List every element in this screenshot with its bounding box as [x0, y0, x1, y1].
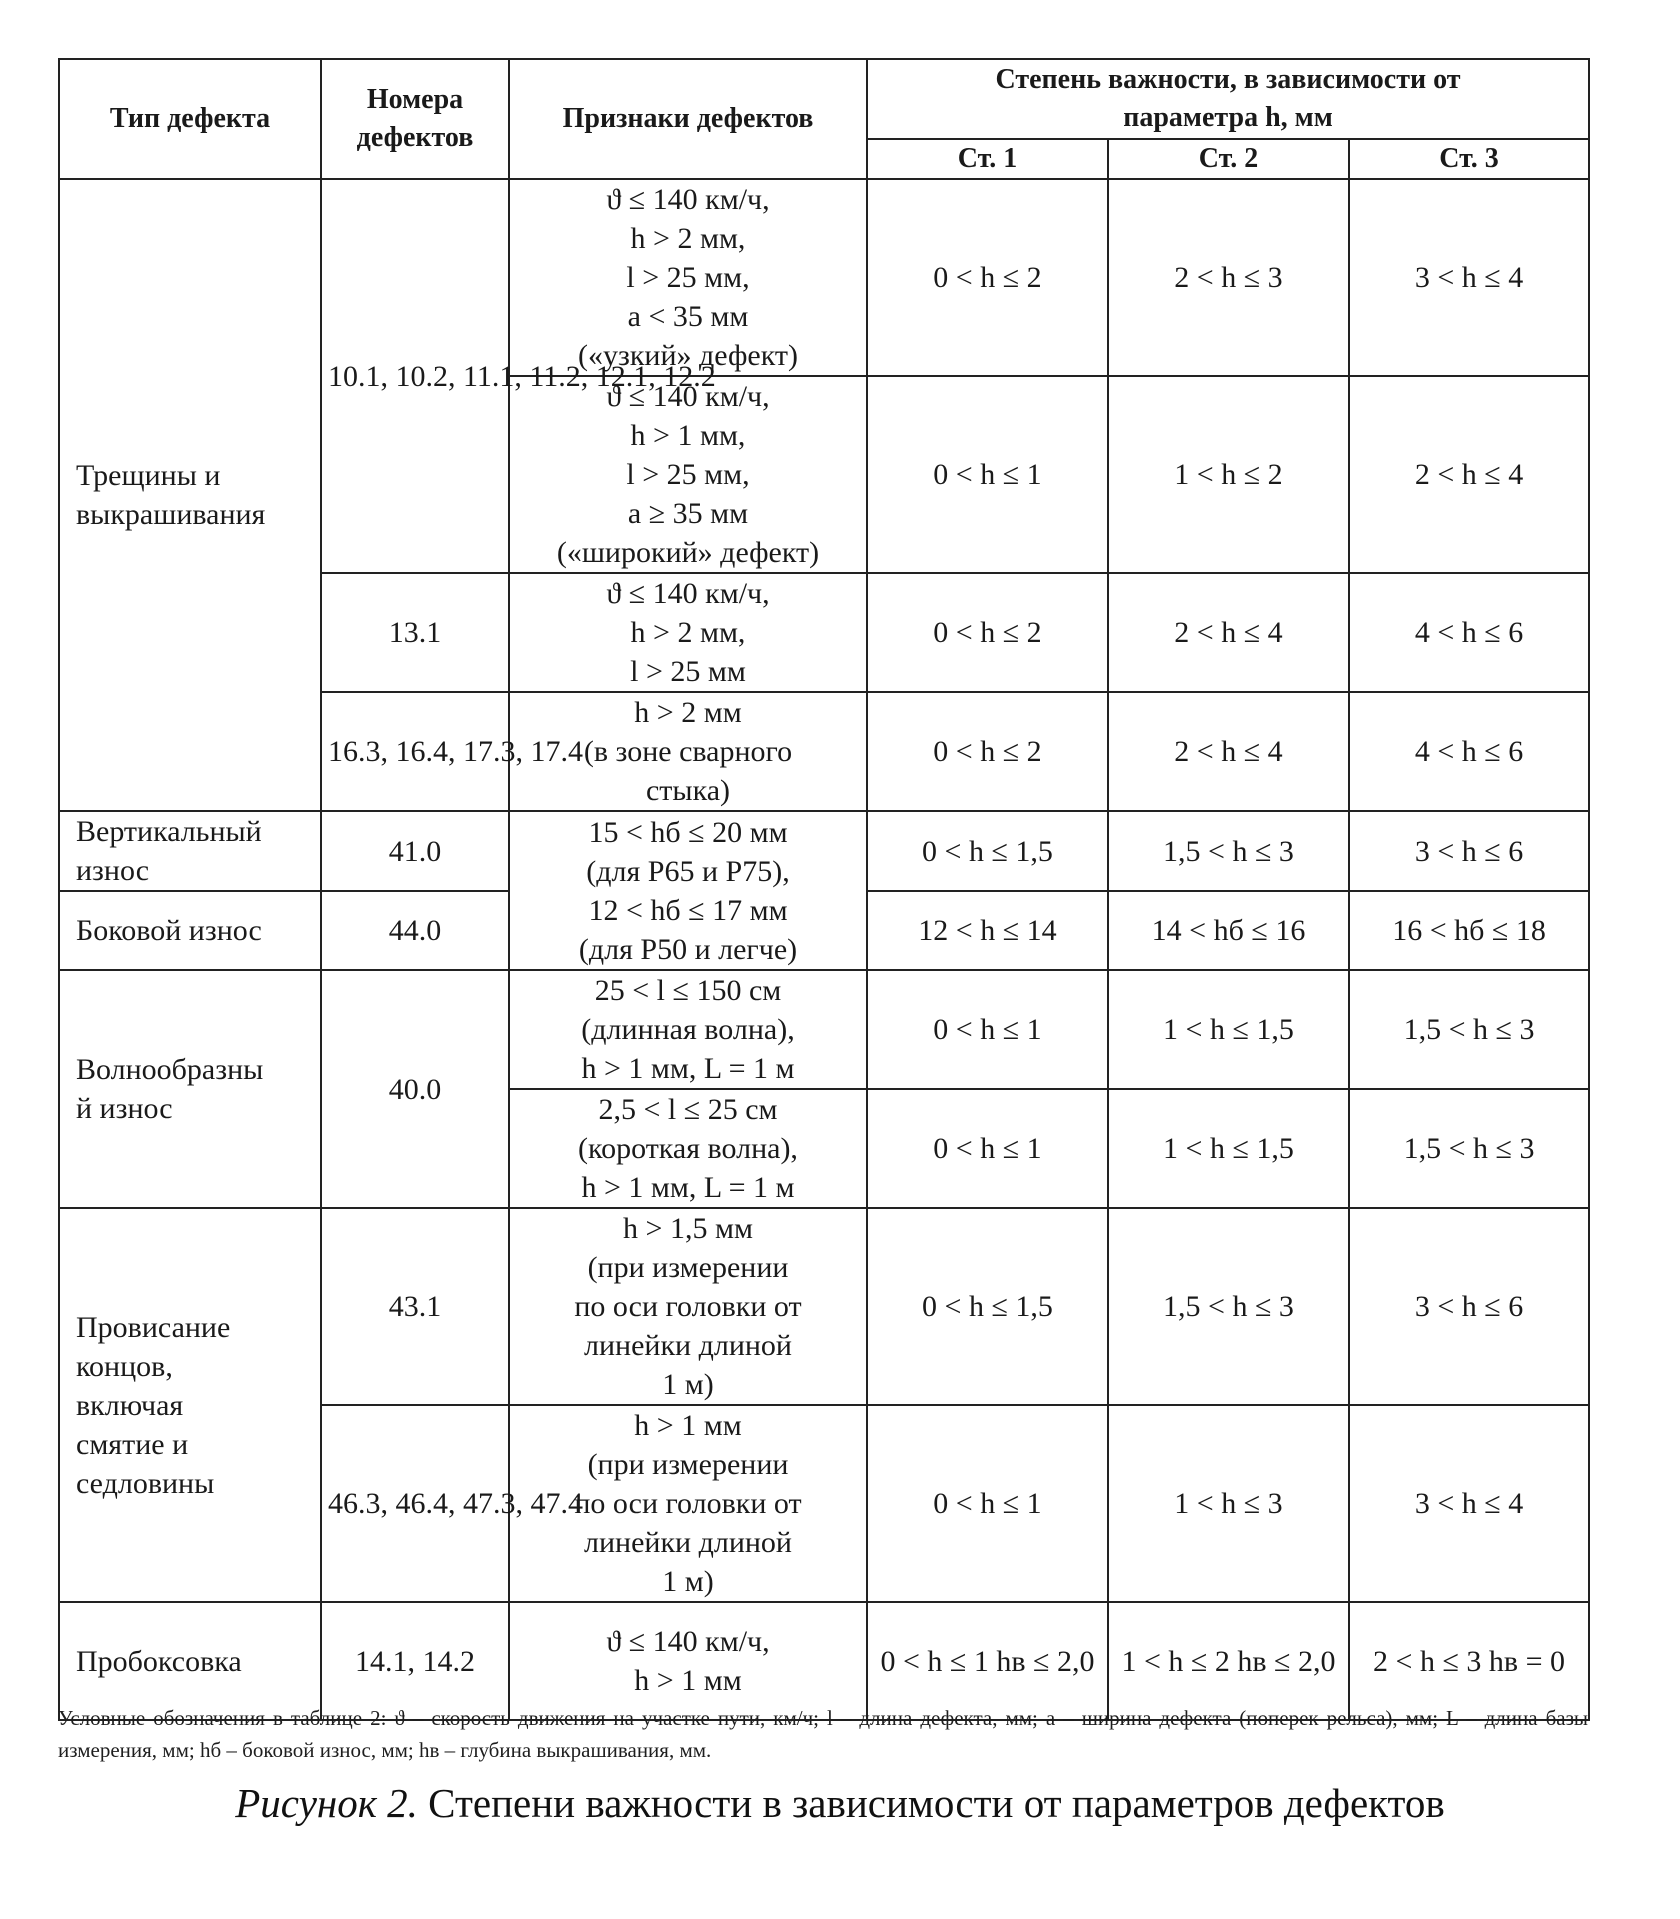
severity-2-cell: 1,5 < h ≤ 3 — [1108, 1208, 1349, 1405]
severity-3-cell: 3 < h ≤ 4 — [1349, 179, 1589, 376]
severity-3-cell: 16 < hб ≤ 18 — [1349, 891, 1589, 970]
table-row — [59, 1208, 1589, 1405]
figure-caption — [0, 1778, 1680, 1828]
defect-signs-cell: h > 2 мм (в зоне сварного стыка) — [509, 692, 867, 811]
severity-3-cell: 1,5 < h ≤ 3 — [1349, 970, 1589, 1089]
defect-signs-cell: h > 1,5 мм (при измерении по оси головки от линейки длиной 1 м) — [509, 1208, 867, 1405]
defect-type-cell — [59, 1208, 321, 1602]
header-severity-2: Ст. 2 — [1108, 139, 1349, 179]
defect-numbers-cell: 44.0 — [321, 891, 509, 970]
header-severity-1: Ст. 1 — [867, 139, 1108, 179]
header-defect-signs: Признаки дефектов — [509, 59, 867, 179]
severity-2-cell: 1 < h ≤ 2 — [1108, 376, 1349, 573]
severity-2-cell: 1 < h ≤ 1,5 — [1108, 970, 1349, 1089]
header-defect-type: Тип дефекта — [59, 59, 321, 179]
header-severity-3: Ст. 3 — [1349, 139, 1589, 179]
defect-signs-cell: 25 < l ≤ 150 см (длинная волна), h > 1 мм, L = 1 м — [509, 970, 867, 1089]
severity-2-cell: 2 < h ≤ 4 — [1108, 692, 1349, 811]
table-row — [59, 811, 1589, 891]
severity-1-cell: 0 < h ≤ 1,5 — [867, 1208, 1108, 1405]
severity-1-cell: 0 < h ≤ 1 — [867, 1089, 1108, 1208]
table-row — [59, 970, 1589, 1089]
severity-3-cell: 3 < h ≤ 6 — [1349, 811, 1589, 891]
severity-2-cell: 1 < h ≤ 3 — [1108, 1405, 1349, 1602]
defect-numbers-cell: 43.1 — [321, 1208, 509, 1405]
defect-signs-cell: 2,5 < l ≤ 25 см (короткая волна), h > 1 мм, L = 1 м — [509, 1089, 867, 1208]
table-legend: Условные обозначения в таблице 2: ϑ – скорость движения на участке пути, км/ч; l – длина дефекта, мм; a – ширина дефекта (поперек рельса), мм; L – длина базы измерения, мм; hб – боковой износ, мм; hв – глубина выкрашивания, мм. — [58, 1706, 1588, 1762]
severity-3-cell: 3 < h ≤ 4 — [1349, 1405, 1589, 1602]
figure-caption-label: Рисунок 2. — [235, 1780, 418, 1826]
severity-1-cell: 0 < h ≤ 2 — [867, 692, 1108, 811]
severity-1-cell: 0 < h ≤ 1 — [867, 376, 1108, 573]
severity-1-cell: 0 < h ≤ 1,5 — [867, 811, 1108, 891]
table-row — [59, 179, 1589, 376]
severity-3-cell: 2 < h ≤ 4 — [1349, 376, 1589, 573]
severity-3-cell: 4 < h ≤ 6 — [1349, 692, 1589, 811]
severity-1-cell: 0 < h ≤ 2 — [867, 573, 1108, 692]
defect-type-cell: Трещины и выкрашивания — [59, 179, 321, 811]
figure-caption-text: Степени важности в зависимости от параметров дефектов — [428, 1780, 1445, 1826]
severity-2-cell: 1 < h ≤ 1,5 — [1108, 1089, 1349, 1208]
defect-numbers-cell: 10.1, 10.2, 11.1, 11.2, 12.1, 12.2 — [321, 179, 509, 573]
defect-numbers-cell: 14.1, 14.2 — [321, 1602, 509, 1720]
severity-2-cell: 2 < h ≤ 4 — [1108, 573, 1349, 692]
header-severity-group: Степень важности, в зависимости от параметра h, мм — [867, 59, 1589, 139]
defect-type-cell: Волнообразны й износ — [59, 970, 321, 1208]
defect-numbers-cell: 40.0 — [321, 970, 509, 1208]
header-defect-numbers: Номера дефектов — [321, 59, 509, 179]
defect-numbers-cell: 46.3, 46.4, 47.3, 47.4 — [321, 1405, 509, 1602]
defect-signs-cell: ϑ ≤ 140 км/ч, h > 2 мм, l > 25 мм, a < 35 мм («узкий» дефект) — [509, 179, 867, 376]
severity-1-cell: 12 < h ≤ 14 — [867, 891, 1108, 970]
defect-numbers-cell: 41.0 — [321, 811, 509, 891]
defects-severity-table — [58, 58, 1590, 1721]
severity-1-cell: 0 < h ≤ 1 — [867, 1405, 1108, 1602]
severity-3-cell: 1,5 < h ≤ 3 — [1349, 1089, 1589, 1208]
defect-type-cell: Боковой износ — [59, 891, 321, 970]
defect-signs-cell: 15 < hб ≤ 20 мм (для Р65 и Р75), 12 < hб ≤ 17 мм (для Р50 и легче) — [509, 811, 867, 970]
defect-type-cell: Пробоксовка — [59, 1602, 321, 1720]
severity-1-cell: 0 < h ≤ 2 — [867, 179, 1108, 376]
defect-signs-cell: ϑ ≤ 140 км/ч, h > 1 мм — [509, 1602, 867, 1720]
severity-3-cell: 3 < h ≤ 6 — [1349, 1208, 1589, 1405]
defect-type-cell: Вертикальный износ — [59, 811, 321, 891]
defect-signs-cell: ϑ ≤ 140 км/ч, h > 1 мм, l > 25 мм, a ≥ 35 мм («широкий» дефект) — [509, 376, 867, 573]
severity-2-cell: 1 < h ≤ 2 hв ≤ 2,0 — [1108, 1602, 1349, 1720]
severity-3-cell: 2 < h ≤ 3 hв = 0 — [1349, 1602, 1589, 1720]
severity-1-cell: 0 < h ≤ 1 — [867, 970, 1108, 1089]
defect-signs-cell: h > 1 мм (при измерении по оси головки от линейки длиной 1 м) — [509, 1405, 867, 1602]
defect-numbers-cell: 16.3, 16.4, 17.3, 17.4 — [321, 692, 509, 811]
defect-signs-cell: ϑ ≤ 140 км/ч, h > 2 мм, l > 25 мм — [509, 573, 867, 692]
severity-1-cell: 0 < h ≤ 1 hв ≤ 2,0 — [867, 1602, 1108, 1720]
defect-type-text: Провисание концов, включая смятие и седловины — [76, 1310, 231, 1500]
severity-3-cell: 4 < h ≤ 6 — [1349, 573, 1589, 692]
severity-2-cell: 1,5 < h ≤ 3 — [1108, 811, 1349, 891]
defect-numbers-cell: 13.1 — [321, 573, 509, 692]
severity-2-cell: 14 < hб ≤ 16 — [1108, 891, 1349, 970]
severity-2-cell: 2 < h ≤ 3 — [1108, 179, 1349, 376]
